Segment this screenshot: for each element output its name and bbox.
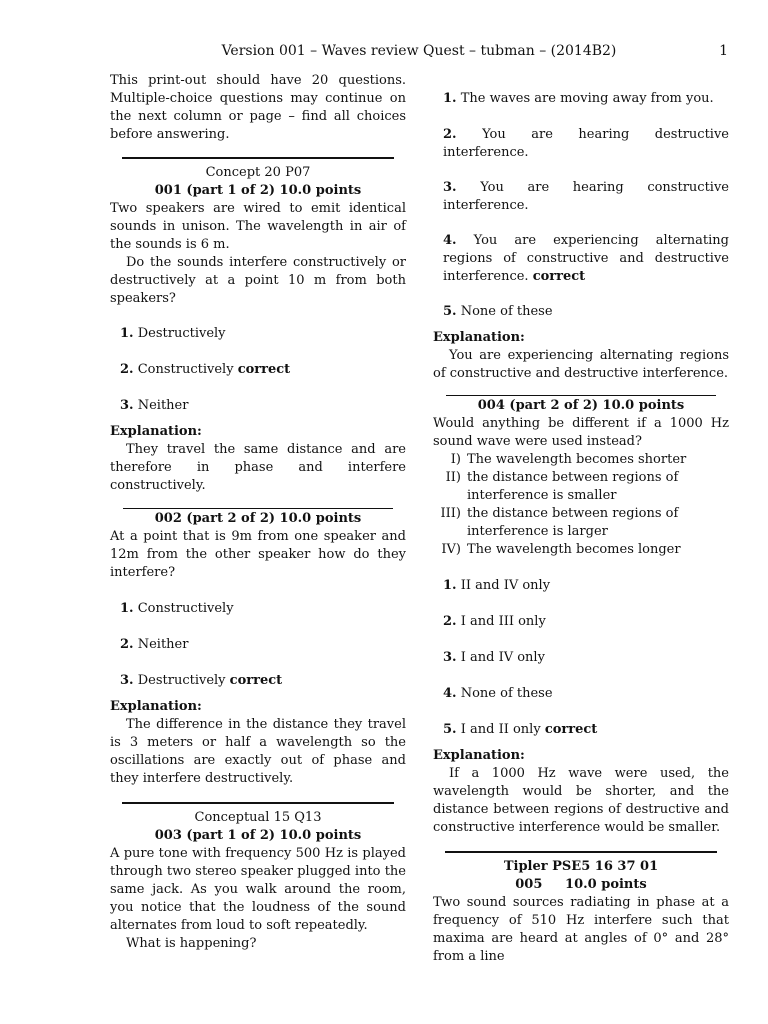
q004-option-4: 4. None of these [443,686,553,701]
q002-explanation: The difference in the distance they travel is 3 meters or half a wavelength so the oscillations are exactly out of phase and they interfere destructively. [110,717,406,786]
q003-explanation-label: Explanation: [433,330,525,345]
q001-question: Do the sounds interfere constructively or destructively at a point 10 m from both speakers? [110,255,406,306]
q001-option-3: 3. Neither [120,398,189,413]
q001-concept: Concept 20 P07 [205,165,311,180]
q004-statement-4: IV) The wavelength becomes longer [441,542,681,557]
q004-explanation: If a 1000 Hz wave were used, the wavelength would be shorter, and the distance between regions of destructive and constructive interference would be smaller. [433,766,729,835]
q003-option-3: 3. You are hearing constructive interference. [443,180,729,213]
correct-mark: correct [532,269,586,284]
correct-mark: correct [229,673,283,688]
q002-heading: 002 (part 2 of 2) 10.0 points [154,511,362,526]
q003-heading: 003 (part 1 of 2) 10.0 points [154,828,362,843]
q004-option-1: 1. II and IV only [443,578,551,593]
q003-question: What is happening? [126,936,257,951]
q002-body: At a point that is 9m from one speaker and 12m from the other speaker how do they interfere? [110,529,406,580]
q004-explanation-label: Explanation: [433,748,525,763]
q001-option-1: 1. Destructively [120,326,226,341]
q004-heading: 004 (part 2 of 2) 10.0 points [477,398,685,413]
left-column [110,72,406,953]
intro-text: This print-out should have 20 questions. Multiple-choice questions may continue on the next column or page – find all choices before answering. [110,73,406,142]
q004-body: Would anything be different if a 1000 Hz sound wave were used instead? [433,416,729,449]
q004-statement-2: II) the distance between regions of interference is smaller [445,470,679,503]
q002-option-3: 3. Destructively correct [120,673,283,688]
q005-heading: 005 10.0 points [515,877,647,892]
q005-body: Two sound sources radiating in phase at a frequency of 510 Hz interfere such that maxima are heard at angles of 0° and 28° from a line [433,895,729,964]
q002-option-1: 1. Constructively [120,601,234,616]
q003-concept: Conceptual 15 Q13 [194,810,322,825]
page-header [110,42,728,62]
q002-explanation-label: Explanation: [110,699,202,714]
q004-statement-1: I) The wavelength becomes shorter [450,452,687,467]
header-title: Version 001 – Waves review Quest – tubman – (2014B2) [221,43,617,59]
correct-mark: correct [544,722,598,737]
q005-concept: Tipler PSE5 16 37 01 [503,859,659,874]
q003-option-5: 5. None of these [443,304,553,319]
correct-mark: correct [237,362,291,377]
q004-option-3: 3. I and IV only [443,650,545,665]
q003-body: A pure tone with frequency 500 Hz is played through two stereo speaker plugged into the same jack. As you walk around the room, you notice that the loudness of the sound alternates from loud to soft repeatedly. [110,846,406,933]
q003-explanation: You are experiencing alternating regions of constructive and destructive interference. [433,348,729,381]
q003-option-2: 2. You are hearing destructive interference. [443,127,729,160]
q004-statement-3: III) the distance between regions of interference is larger [440,506,679,539]
q002-option-2: 2. Neither [120,637,189,652]
q001-option-2: 2. Constructively correct [120,362,291,377]
q001-explanation: They travel the same distance and are therefore in phase and interfere constructively. [110,442,406,493]
page-number: 1 [719,43,728,59]
q001-heading: 001 (part 1 of 2) 10.0 points [154,183,362,198]
q001-body: Two speakers are wired to emit identical sounds in unison. The wavelength in air of the sounds is 6 m. [110,201,406,252]
q001-explanation-label: Explanation: [110,424,202,439]
q003-option-1: 1. The waves are moving away from you. [443,91,714,106]
q003-option-4: 4. You are experiencing alternating regions of constructive and destructive interference. correct [443,233,729,284]
q004-option-5: 5. I and II only correct [443,722,598,737]
q004-option-2: 2. I and III only [443,614,546,629]
right-column [433,72,729,966]
